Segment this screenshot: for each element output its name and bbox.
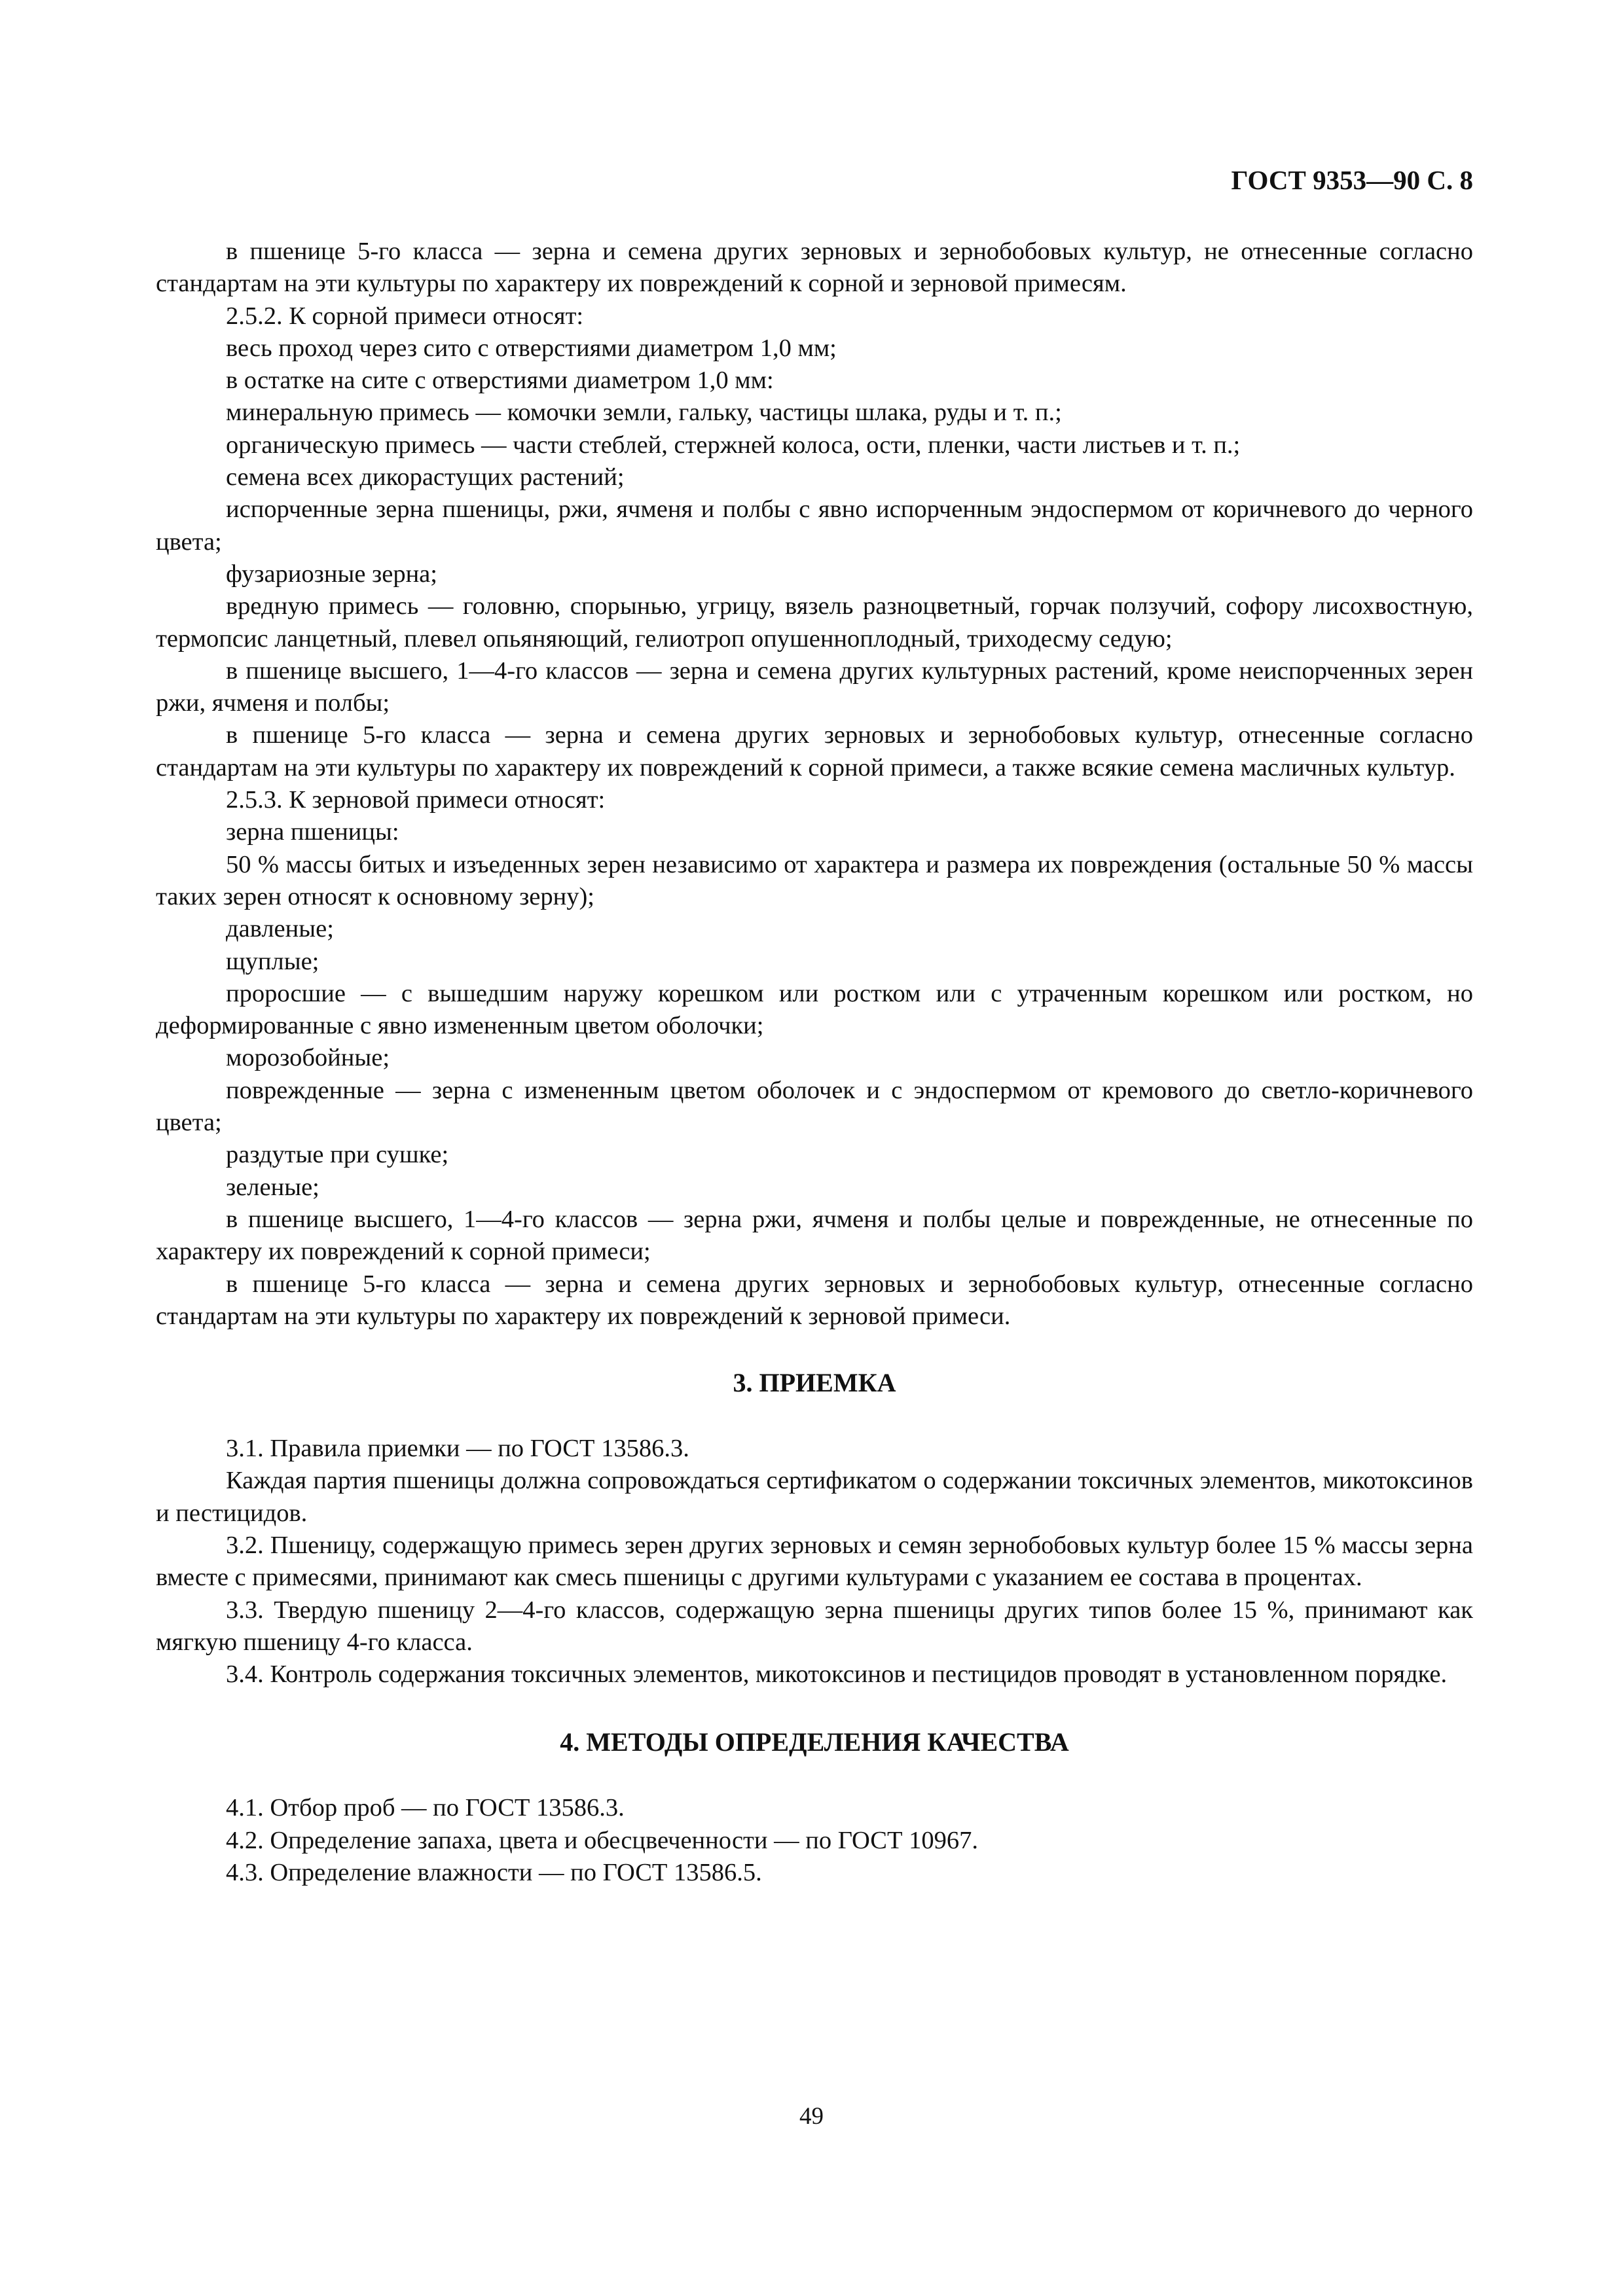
paragraph: щуплые; — [226, 947, 319, 975]
section-3-title: 3. ПРИЕМКА — [733, 1368, 896, 1398]
section-2-continued — [156, 236, 1473, 1333]
paragraph: семена всех дикорастущих растений; — [226, 463, 625, 492]
section-3 — [156, 1433, 1473, 1691]
paragraph: 2.5.2. К сорной примеси относят: — [226, 302, 584, 330]
paragraph: органическую примесь — части стеблей, стержней колоса, ости, пленки, части листьев и т. п.; — [226, 431, 1241, 459]
paragraph: 4.1. Отбор проб — по ГОСТ 13586.3. — [226, 1794, 625, 1822]
paragraph: раздутые при сушке; — [226, 1141, 449, 1169]
paragraph: 50 % массы битых и изъеденных зерен независимо от характера и размера их повреждения (остальные 50 % массы таких зерен относят к основному зерну); — [156, 850, 1473, 910]
paragraph: 4.2. Определение запаха, цвета и обесцвеченности — по ГОСТ 10967. — [226, 1826, 978, 1854]
paragraph: давленые; — [226, 915, 334, 943]
paragraph: в остатке на сите с отверстиями диаметром 1,0 мм: — [226, 367, 774, 395]
paragraph: зерна пшеницы: — [226, 818, 399, 846]
document-header: ГОСТ 9353—90 С. 8 — [1231, 165, 1473, 195]
paragraph: весь проход через сито с отверстиями диаметром 1,0 мм; — [226, 334, 837, 362]
paragraph: 2.5.3. К зерновой примеси относят: — [226, 786, 606, 814]
document-page — [156, 164, 1473, 1889]
paragraph: в пшенице высшего, 1—4-го классов — зерна ржи, ячменя и полбы целые и поврежденные, не отнесенные по характеру их повреждений к сорной примеси; — [156, 1205, 1473, 1266]
paragraph: испорченные зерна пшеницы, ржи, ячменя и полбы с явно испорченным эндоспермом от коричневого до черного цвета; — [156, 495, 1473, 556]
paragraph: Каждая партия пшеницы должна сопровождаться сертификатом о содержании токсичных элементов, микотоксинов и пестицидов. — [156, 1467, 1473, 1527]
paragraph: минеральную примесь — комочки земли, гальку, частицы шлака, руды и т. п.; — [226, 399, 1062, 427]
page-number: 49 — [799, 2103, 824, 2130]
paragraph: в пшенице 5-го класса — зерна и семена других зерновых и зернобобовых культур, не отнесенные согласно стандартам на эти культуры по характеру их повреждений к сорной и зерновой примесям. — [156, 238, 1473, 298]
paragraph: морозобойные; — [226, 1044, 390, 1072]
paragraph: 3.4. Контроль содержания токсичных элементов, микотоксинов и пестицидов проводят в установленном порядке. — [226, 1660, 1448, 1689]
section-4 — [156, 1792, 1473, 1889]
paragraph: 3.2. Пшеницу, содержащую примесь зерен других зерновых и семян зернобобовых культур более 15 % массы зерна вместе с примесями, принимают как смесь пшеницы с другими культурами с указанием ее состава в процентах. — [156, 1531, 1473, 1592]
paragraph: фузариозные зерна; — [226, 560, 437, 588]
paragraph: 4.3. Определение влажности — по ГОСТ 13586.5. — [226, 1859, 762, 1887]
paragraph: вредную примесь — головню, спорынью, угрицу, вязель разноцветный, горчак ползучий, софору лисохвостную, термопсис ланцетный, плевел опьяняющий, гелиотроп опушенноплодный, триходесму седую; — [156, 592, 1473, 653]
section-4-title: 4. МЕТОДЫ ОПРЕДЕЛЕНИЯ КАЧЕСТВА — [560, 1727, 1069, 1757]
paragraph: зеленые; — [226, 1173, 319, 1201]
paragraph: в пшенице высшего, 1—4-го классов — зерна и семена других культурных растений, кроме неиспорченных зерен ржи, ячменя и полбы; — [156, 656, 1473, 717]
paragraph: 3.1. Правила приемки — по ГОСТ 13586.3. — [226, 1435, 689, 1463]
paragraph: поврежденные — зерна с измененным цветом оболочек и с эндоспермом от кремового до светло-коричневого цвета; — [156, 1076, 1473, 1137]
paragraph: в пшенице 5-го класса — зерна и семена других зерновых и зернобобовых культур, отнесенные согласно стандартам на эти культуры по характеру их повреждений к зерновой примеси. — [156, 1270, 1473, 1330]
paragraph: 3.3. Твердую пшеницу 2—4-го классов, содержащую зерна пшеницы других типов более 15 %, принимают как мягкую пшеницу 4-го класса. — [156, 1596, 1473, 1656]
paragraph: в пшенице 5-го класса — зерна и семена других зерновых и зернобобовых культур, отнесенные согласно стандартам на эти культуры по характеру их повреждений к сорной примеси, а также всякие семена масличных культур. — [156, 721, 1473, 781]
paragraph: проросшие — с вышедшим наружу корешком или ростком или с утраченным корешком или ростком, но деформированные с явно измененным цветом оболочки; — [156, 979, 1473, 1040]
